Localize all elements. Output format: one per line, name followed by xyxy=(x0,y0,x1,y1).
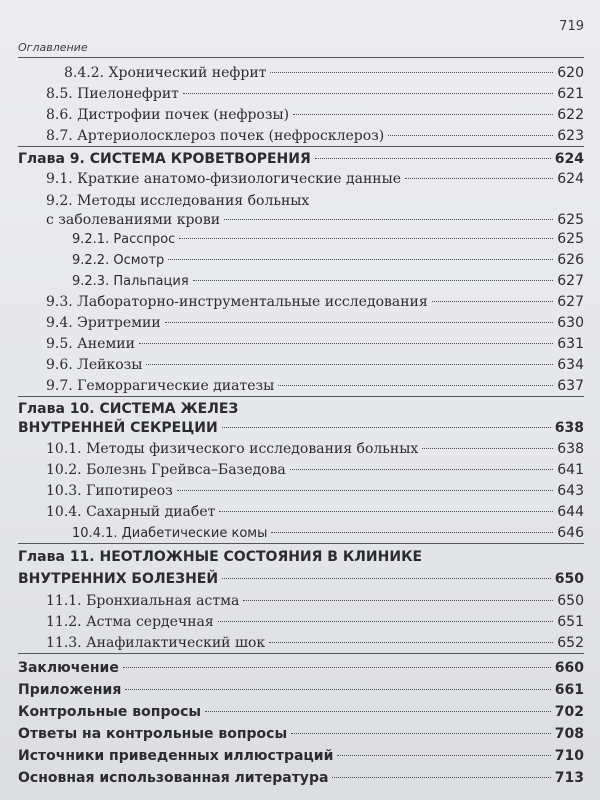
toc-entry-page: 713 xyxy=(554,770,584,786)
dot-leader xyxy=(219,511,553,512)
dot-leader xyxy=(337,755,550,756)
dot-leader xyxy=(177,490,553,491)
dot-leader xyxy=(270,72,553,73)
dot-leader xyxy=(205,711,551,712)
dot-leader xyxy=(125,689,550,690)
toc-entry-title: Заключение xyxy=(18,660,119,676)
toc-entry-title: 10.1. Методы физического исследования больных xyxy=(46,441,419,457)
dot-leader xyxy=(139,343,553,344)
toc-entry-title: 9.2.3. Пальпация xyxy=(72,274,189,289)
dot-leader xyxy=(193,280,554,281)
toc-entry-page: 621 xyxy=(557,86,584,102)
toc-entry-title: Приложения xyxy=(18,682,122,698)
toc-entry-title: Источники приведенных иллюстраций xyxy=(18,748,334,764)
toc-entry-title: 9.1. Краткие анатомо-физиологические данные xyxy=(46,171,402,187)
toc-entry-title: Основная использованная литература xyxy=(18,770,329,786)
dot-leader xyxy=(183,93,553,94)
toc-entry-9-4 xyxy=(46,314,584,332)
toc-entry-page: 646 xyxy=(557,525,584,541)
toc-entry-8-5 xyxy=(46,85,584,103)
toc-chapter-9 xyxy=(18,150,584,168)
toc-entry-page: 638 xyxy=(557,441,584,457)
toc-entry-page: 644 xyxy=(557,504,584,520)
dot-leader xyxy=(278,385,553,386)
running-head: Оглавление xyxy=(18,41,88,54)
toc-entry-11-3 xyxy=(46,634,584,652)
toc-entry-10-4 xyxy=(46,503,584,521)
dot-leader xyxy=(332,777,550,778)
toc-entry-page: 702 xyxy=(554,704,584,720)
toc-entry-9-5 xyxy=(46,335,584,353)
toc-entry-10-3 xyxy=(46,482,584,500)
toc-entry-page: 660 xyxy=(554,660,584,676)
dot-leader xyxy=(405,178,553,179)
toc-entry-page: 652 xyxy=(557,635,584,651)
toc-entry-9-2-2 xyxy=(72,251,584,270)
toc-entry-8-4-2 xyxy=(64,64,584,82)
toc-entry-title: 9.5. Анемии xyxy=(46,336,135,352)
toc-entry-page: 630 xyxy=(557,315,584,331)
toc-entry-page: 637 xyxy=(557,378,584,394)
section-rule xyxy=(18,146,584,147)
toc-entry-title: 10.3. Гипотиреоз xyxy=(46,483,173,499)
chapter-page: 638 xyxy=(554,420,584,436)
toc-entry-11-2 xyxy=(46,613,584,631)
section-rule xyxy=(18,653,584,654)
dot-leader xyxy=(179,238,553,239)
toc-entry-9-2-line1: 9.2. Методы исследования больных xyxy=(46,193,310,209)
dot-leader xyxy=(146,364,553,365)
toc-conclusion xyxy=(18,659,584,677)
toc-entry-title: 9.3. Лабораторно-инструментальные исследования xyxy=(46,294,428,310)
toc-entry-title: 10.2. Болезнь Грейвса–Базедова xyxy=(46,462,286,478)
header-rule xyxy=(18,57,584,58)
dot-leader xyxy=(222,578,551,579)
chapter-10-title-line1: Глава 10. СИСТЕМА ЖЕЛЕЗ xyxy=(18,401,239,417)
toc-entry-8-6 xyxy=(46,106,584,124)
toc-entry-title: 9.7. Геморрагические диатезы xyxy=(46,378,275,394)
toc-entry-title: 11.1. Бронхиальная астма xyxy=(46,593,240,609)
toc-entry-11-1 xyxy=(46,592,584,610)
chapter-page: 624 xyxy=(554,151,584,167)
toc-entry-page: 625 xyxy=(557,231,584,247)
toc-entry-page: 708 xyxy=(554,726,584,742)
toc-references xyxy=(18,769,584,787)
dot-leader xyxy=(293,114,553,115)
toc-entry-page: 661 xyxy=(554,682,584,698)
chapter-title: Глава 9. СИСТЕМА КРОВЕТВОРЕНИЯ xyxy=(18,151,311,167)
toc-entry-page: 651 xyxy=(557,614,584,630)
toc-appendices xyxy=(18,681,584,699)
dot-leader xyxy=(224,219,553,220)
dot-leader xyxy=(222,427,551,428)
toc-entry-title: Ответы на контрольные вопросы xyxy=(18,726,288,742)
toc-entry-page: 710 xyxy=(554,748,584,764)
toc-entry-title: 9.2.1. Расспрос xyxy=(72,232,176,247)
toc-entry-page: 650 xyxy=(557,593,584,609)
toc-entry-title: 10.4.1. Диабетические комы xyxy=(72,526,268,541)
dot-leader xyxy=(165,322,554,323)
dot-leader xyxy=(315,158,551,159)
toc-entry-9-3 xyxy=(46,293,584,311)
toc-entry-9-7 xyxy=(46,377,584,395)
toc-entry-page: 631 xyxy=(557,336,584,352)
toc-entry-title: 9.6. Лейкозы xyxy=(46,357,143,373)
toc-entry-title: 8.4.2. Хронический нефрит xyxy=(64,65,267,81)
page-number: 719 xyxy=(559,19,584,34)
dot-leader xyxy=(243,600,553,601)
toc-entry-page: 634 xyxy=(557,357,584,373)
dot-leader xyxy=(290,469,554,470)
toc-entry-9-2-1 xyxy=(72,230,584,249)
toc-entry-10-1 xyxy=(46,440,584,458)
dot-leader xyxy=(168,259,553,260)
dot-leader xyxy=(218,621,554,622)
toc-entry-page: 622 xyxy=(557,107,584,123)
toc-entry-title: 8.6. Дистрофии почек (нефрозы) xyxy=(46,107,290,123)
toc-entry-title: с заболеваниями крови xyxy=(46,212,221,228)
toc-entry-9-2 xyxy=(46,211,584,229)
toc-entry-8-7 xyxy=(46,127,584,145)
toc-entry-page: 623 xyxy=(557,128,584,144)
dot-leader xyxy=(422,448,553,449)
toc-entry-9-6 xyxy=(46,356,584,374)
chapter-11-title-line1: Глава 11. НЕОТЛОЖНЫЕ СОСТОЯНИЯ В КЛИНИКЕ xyxy=(18,549,423,565)
toc-entry-page: 643 xyxy=(557,483,584,499)
dot-leader xyxy=(269,642,553,643)
section-rule xyxy=(18,543,584,544)
section-rule xyxy=(18,396,584,397)
toc-entry-10-2 xyxy=(46,461,584,479)
dot-leader xyxy=(291,733,551,734)
toc-chapter-10 xyxy=(18,419,584,437)
toc-entry-title: 8.5. Пиелонефрит xyxy=(46,86,179,102)
dot-leader xyxy=(271,532,553,533)
toc-chapter-11 xyxy=(18,570,584,588)
toc-entry-title: 9.2.2. Осмотр xyxy=(72,253,165,268)
toc-entry-page: 641 xyxy=(557,462,584,478)
chapter-page: 650 xyxy=(554,571,584,587)
toc-review-questions xyxy=(18,703,584,721)
chapter-title: ВНУТРЕННИХ БОЛЕЗНЕЙ xyxy=(18,571,219,587)
toc-entry-page: 620 xyxy=(557,65,584,81)
toc-entry-page: 624 xyxy=(557,171,584,187)
toc-entry-page: 627 xyxy=(557,294,584,310)
toc-entry-9-1 xyxy=(46,170,584,188)
toc-entry-9-2-3 xyxy=(72,272,584,291)
dot-leader xyxy=(388,135,553,136)
toc-entry-page: 627 xyxy=(557,273,584,289)
toc-entry-title: 9.4. Эритремии xyxy=(46,315,161,331)
dot-leader xyxy=(432,301,554,302)
toc-illustration-sources xyxy=(18,747,584,765)
toc-entry-title: 10.4. Сахарный диабет xyxy=(46,504,216,520)
toc-entry-title: 11.3. Анафилактический шок xyxy=(46,635,266,651)
toc-entry-page: 625 xyxy=(557,212,584,228)
toc-entry-title: 8.7. Артериолосклероз почек (нефросклероз) xyxy=(46,128,385,144)
dot-leader xyxy=(123,667,551,668)
toc-entry-title: 11.2. Астма сердечная xyxy=(46,614,214,630)
toc-entry-10-4-1 xyxy=(72,524,584,543)
chapter-title: ВНУТРЕННЕЙ СЕКРЕЦИИ xyxy=(18,420,218,436)
toc-entry-page: 626 xyxy=(557,252,584,268)
toc-entry-title: Контрольные вопросы xyxy=(18,704,202,720)
toc-answers xyxy=(18,725,584,743)
